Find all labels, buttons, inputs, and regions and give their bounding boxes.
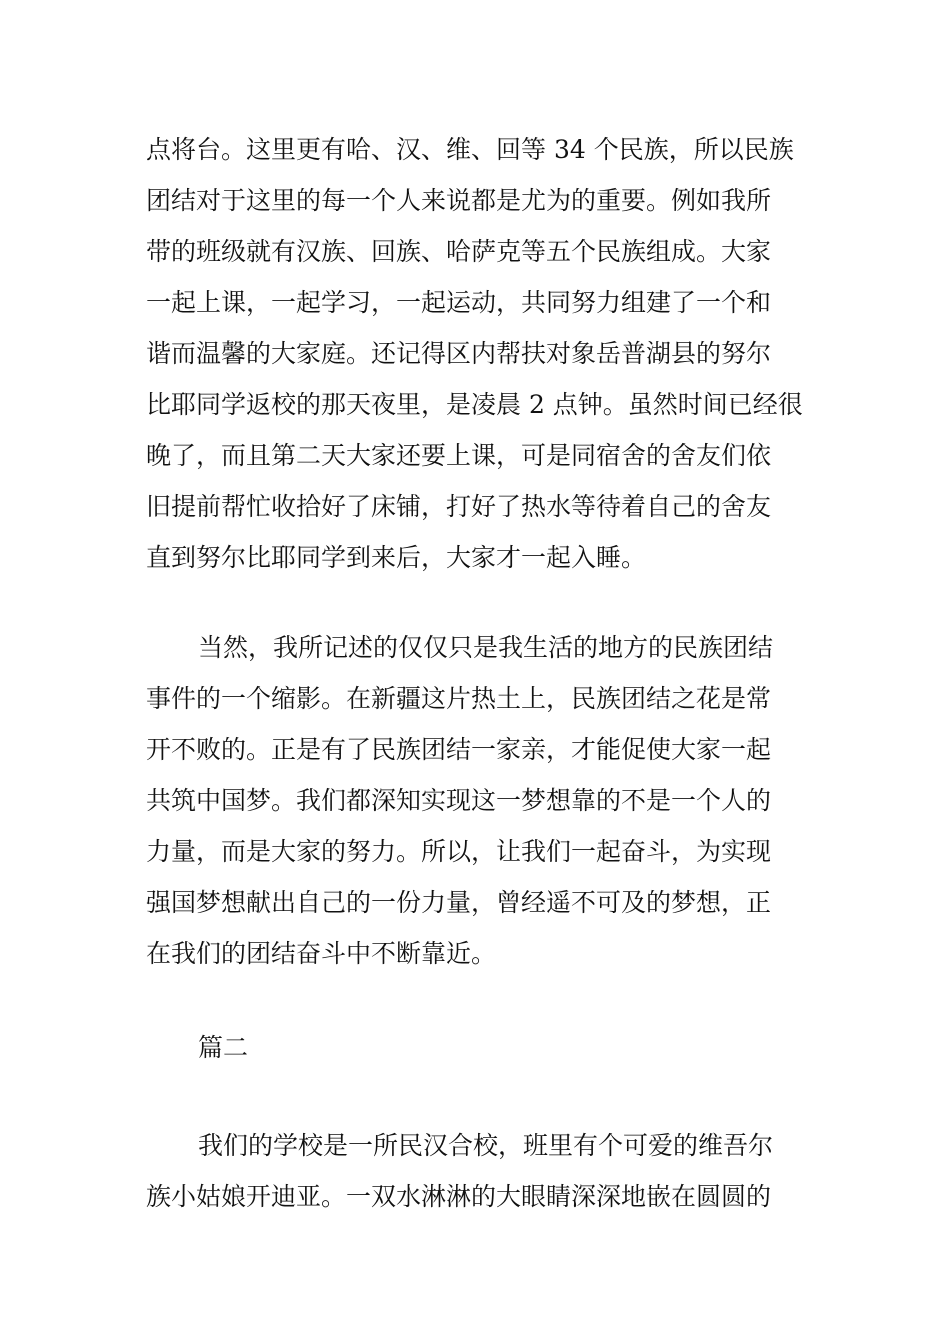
text-line: 比耶同学返校的那天夜里，是凌晨 2 点钟。虽然时间已经很: [146, 390, 803, 419]
text-line: 一起上课，一起学习，一起运动，共同努力组建了一个和: [146, 288, 772, 317]
paragraph-1: [146, 124, 816, 583]
section-heading-text: 篇二: [198, 1033, 249, 1062]
section-heading: [146, 1022, 816, 1073]
text-line-first: 当然，我所记述的仅仅只是我生活的地方的民族团结: [198, 633, 774, 662]
text-line: 族小姑娘开迪亚。一双水淋淋的大眼睛深深地嵌在圆圆的: [146, 1182, 772, 1211]
text-line: 带的班级就有汉族、回族、哈萨克等五个民族组成。大家: [146, 237, 772, 266]
text-line: 事件的一个缩影。在新疆这片热土上，民族团结之花是常: [146, 684, 772, 713]
text-line: 共筑中国梦。我们都深知实现这一梦想靠的不是一个人的: [146, 786, 772, 815]
text-line: 点将台。这里更有哈、汉、维、回等 34 个民族，所以民族: [146, 135, 794, 164]
paragraph-2: [146, 622, 816, 979]
text-line: 晚了，而且第二天大家还要上课，可是同宿舍的舍友们依: [146, 441, 772, 470]
paragraph-3: [146, 1120, 816, 1222]
text-line-first: 我们的学校是一所民汉合校，班里有个可爱的维吾尔: [198, 1131, 774, 1160]
text-line: 强国梦想献出自己的一份力量，曾经遥不可及的梦想，正: [146, 888, 772, 917]
text-line: 直到努尔比耶同学到来后，大家才一起入睡。: [146, 543, 647, 572]
text-line: 谐而温馨的大家庭。还记得区内帮扶对象岳普湖县的努尔: [146, 339, 772, 368]
text-line: 力量，而是大家的努力。所以，让我们一起奋斗，为实现: [146, 837, 772, 866]
text-line: 团结对于这里的每一个人来说都是尤为的重要。例如我所: [146, 186, 772, 215]
text-line: 在我们的团结奋斗中不断靠近。: [146, 939, 497, 968]
text-line: 旧提前帮忙收拾好了床铺，打好了热水等待着自己的舍友: [146, 492, 772, 521]
text-line: 开不败的。正是有了民族团结一家亲，才能促使大家一起: [146, 735, 772, 764]
